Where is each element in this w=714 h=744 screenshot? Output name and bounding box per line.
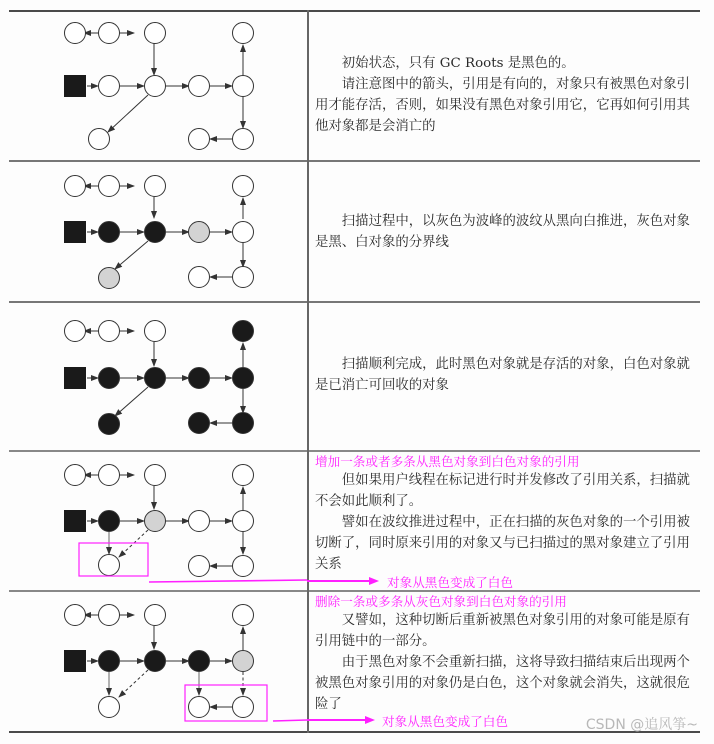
- description-paragraph: 初始状态，只有 GC Roots 是黑色的。: [341, 56, 575, 71]
- row-delete-reference: [9, 591, 700, 731]
- object-graph-diagram: [9, 302, 307, 450]
- description: [315, 211, 699, 253]
- tricolor-marking-table: [9, 10, 700, 733]
- object-graph-diagram: [9, 591, 307, 731]
- section-heading: 增加一条或者多条从黑色对象到白色对象的引用: [315, 454, 580, 469]
- row-scan-complete: [9, 302, 700, 450]
- description-paragraph: 譬如在波纹推进过程中，正在扫描的灰色对象的一个引用被切断了，同时原来引用的对象又与已扫描过的黑对象建立了引用关系: [315, 515, 690, 572]
- description: [315, 354, 699, 396]
- annotation-note: 对象从黑色变成了白色: [387, 575, 513, 590]
- description: [315, 53, 699, 137]
- description-paragraph: 又譬如，这种切断后重新被黑色对象引用的对象可能是原有引用链中的一部分。: [315, 613, 690, 649]
- row-add-reference: [9, 451, 700, 590]
- section-heading: 删除一条或多条从灰色对象到白色对象的引用: [315, 594, 567, 609]
- object-graph-diagram: [9, 451, 307, 590]
- object-graph-diagram: [9, 10, 307, 160]
- description-paragraph: 扫描过程中，以灰色为波峰的波纹从黑向白推进，灰色对象是黑、白对象的分界线: [315, 214, 690, 250]
- row-scanning: [9, 161, 700, 301]
- object-graph-diagram: [9, 161, 307, 301]
- description-paragraph: 但如果用户线程在标记进行时并发修改了引用关系，扫描就不会如此顺利了。: [315, 473, 690, 509]
- description: [315, 453, 699, 575]
- description: [315, 593, 699, 715]
- gc-roots-node: [64, 75, 86, 97]
- row-initial-state: [9, 10, 700, 160]
- annotation-note: 对象从黑色变成了白色: [382, 714, 508, 729]
- description-paragraph: 由于黑色对象不会重新扫描，这将导致扫描结束后出现两个被黑色对象引用的对象仍是白色，这个对象就会消失，这就很危险了: [315, 655, 690, 712]
- watermark: CSDN @追风筝~: [585, 717, 698, 733]
- pointer-arrow: [307, 577, 379, 585]
- description-paragraph: 扫描顺利完成，此时黑色对象就是存活的对象，白色对象就是已消亡可回收的对象: [315, 357, 690, 393]
- description-paragraph: 请注意图中的箭头，引用是有向的，对象只有被黑色对象引用才能存活，否则，如果没有黑色对象引用它，它再如何引用其他对象都是会消亡的: [315, 77, 690, 134]
- pointer-arrow: [307, 716, 375, 724]
